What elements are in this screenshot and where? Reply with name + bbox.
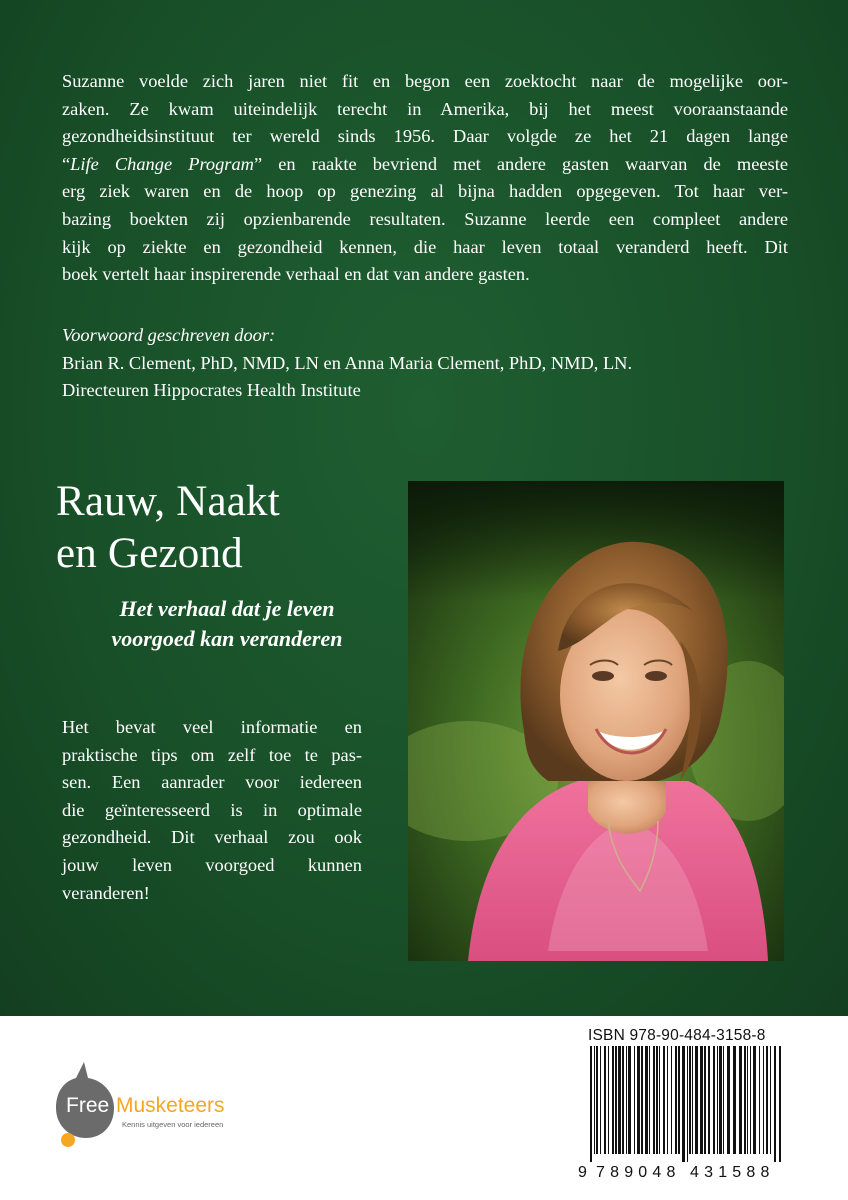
barcode-bar <box>596 1046 598 1154</box>
barcode-bar <box>750 1046 751 1154</box>
blurb-line: zaken. Ze kwam uiteindelijk terecht in Amerika, bij het meest vooraanstaande <box>62 98 788 119</box>
barcode-bar <box>675 1046 677 1154</box>
blurb-line: erg ziek waren en de hoop op genezing al bijna hadden opgegeven. Tot haar ver- <box>62 181 788 202</box>
barcode-bar <box>692 1046 693 1154</box>
barcode-bar <box>641 1046 643 1154</box>
barcode-bar <box>637 1046 640 1154</box>
barcode-bar <box>645 1046 648 1154</box>
barcode-bar <box>744 1046 746 1154</box>
barcode-bar <box>604 1046 606 1154</box>
barcode-bar <box>687 1046 688 1162</box>
barcode-bar <box>656 1046 658 1154</box>
barcode-digit-lead: 9 <box>578 1164 587 1181</box>
barcode-bar <box>659 1046 660 1154</box>
barcode-bar <box>766 1046 768 1154</box>
barcode-bar <box>594 1046 595 1154</box>
subtitle-line: Het verhaal dat je leven <box>119 596 335 621</box>
barcode-bar <box>747 1046 748 1154</box>
isbn-label: ISBN 978-90-484-3158-8 <box>588 1027 766 1044</box>
summary-line: praktische tips om zelf toe te pas- <box>62 744 362 765</box>
program-name: Life Change Program <box>70 153 254 174</box>
foreword-credits <box>62 322 802 405</box>
barcode-bars <box>588 1046 784 1162</box>
barcode-bar <box>689 1046 691 1154</box>
barcode-bar <box>678 1046 680 1154</box>
barcode-bar <box>600 1046 601 1154</box>
barcode-bar <box>682 1046 685 1162</box>
barcode-digits-right: 431588 <box>690 1164 775 1181</box>
blurb-line-program <box>62 151 788 179</box>
barcode-bar <box>618 1046 621 1154</box>
blurb-line: Suzanne voelde zich jaren niet fit en begon een zoektocht naar de mogelijke oor- <box>62 71 788 91</box>
summary-line: veranderen! <box>62 882 150 903</box>
barcode-digits <box>578 1164 790 1184</box>
barcode-bar <box>695 1046 698 1154</box>
barcode-bar <box>649 1046 650 1154</box>
foreword-authors: Brian R. Clement, PhD, NMD, LN en Anna Maria Clement, PhD, NMD, LN. <box>62 352 633 373</box>
summary-line: gezondheid. Dit verhaal zou ook <box>62 827 362 848</box>
blurb-line: boek vertelt haar inspirerende verhaal en dat van andere gasten. <box>62 264 530 285</box>
blurb-line: bazing boekten zij opzienbarende resultaten. Suzanne leerde een compleet andere <box>62 208 788 229</box>
barcode-bar <box>759 1046 760 1154</box>
barcode-bar <box>628 1046 631 1154</box>
summary-line: Het bevat veel informatie en <box>62 717 362 737</box>
quote-open: “ <box>62 153 71 174</box>
barcode-bar <box>612 1046 614 1154</box>
blurb-line: gezondheidsinstituut ter wereld sinds 1956. Daar volgde ze het 21 dagen lange <box>62 126 788 147</box>
title-line: Rauw, Naakt <box>56 478 280 525</box>
barcode-bar <box>704 1046 706 1154</box>
blurb-line: kijk op ziekte en gezondheid kennen, die haar leven totaal veranderd heeft. Dit <box>62 236 788 257</box>
barcode-bar <box>770 1046 771 1154</box>
foreword-role: Directeuren Hippocrates Health Institute <box>62 380 361 401</box>
publisher-logo <box>54 1060 294 1150</box>
barcode-bar <box>663 1046 665 1154</box>
barcode-bar <box>708 1046 710 1154</box>
summary-paragraph <box>62 714 362 907</box>
publisher-tagline: Kennis uitgeven voor iedereen <box>122 1120 224 1129</box>
barcode-bar <box>634 1046 635 1154</box>
barcode-bar <box>763 1046 764 1154</box>
barcode-bar <box>667 1046 668 1154</box>
barcode-bar <box>615 1046 617 1154</box>
summary-line: die geïnteresseerd is in optimale <box>62 799 362 820</box>
summary-line: jouw leven voorgoed kunnen <box>62 854 362 875</box>
barcode-digits-left: 789048 <box>596 1164 681 1181</box>
quote-close: ” <box>253 153 263 174</box>
publisher-name-musketeers: Musketeers <box>116 1094 225 1117</box>
barcode-bar <box>626 1046 627 1154</box>
barcode-bar <box>719 1046 722 1154</box>
barcode-bar <box>753 1046 756 1154</box>
summary-line: sen. Een aanrader voor iedereen <box>62 772 362 793</box>
barcode-bar <box>653 1046 655 1154</box>
author-photo <box>408 481 784 961</box>
blurb-line-rest: en raakte bevriend met andere gasten waarvan de meeste <box>278 153 788 174</box>
blurb-paragraph <box>62 68 788 289</box>
barcode-bar <box>779 1046 781 1162</box>
barcode-bar <box>774 1046 776 1162</box>
barcode-bar <box>608 1046 609 1154</box>
barcode-bar <box>723 1046 724 1154</box>
book-title <box>56 476 396 580</box>
barcode <box>578 1046 790 1181</box>
barcode-bar <box>671 1046 672 1154</box>
barcode-bar <box>739 1046 742 1154</box>
author-portrait-illustration <box>408 481 784 961</box>
publisher-name-free: Free <box>66 1094 110 1117</box>
title-line: en Gezond <box>56 530 243 577</box>
foreword-label: Voorwoord geschreven door: <box>62 325 276 345</box>
barcode-bar <box>733 1046 736 1154</box>
book-subtitle <box>62 594 392 654</box>
barcode-bar <box>700 1046 703 1154</box>
barcode-bar <box>717 1046 718 1154</box>
barcode-bar <box>590 1046 592 1162</box>
barcode-bar <box>713 1046 715 1154</box>
barcode-bar <box>727 1046 730 1154</box>
barcode-bar <box>622 1046 624 1154</box>
subtitle-line: voorgoed kan veranderen <box>111 626 343 651</box>
